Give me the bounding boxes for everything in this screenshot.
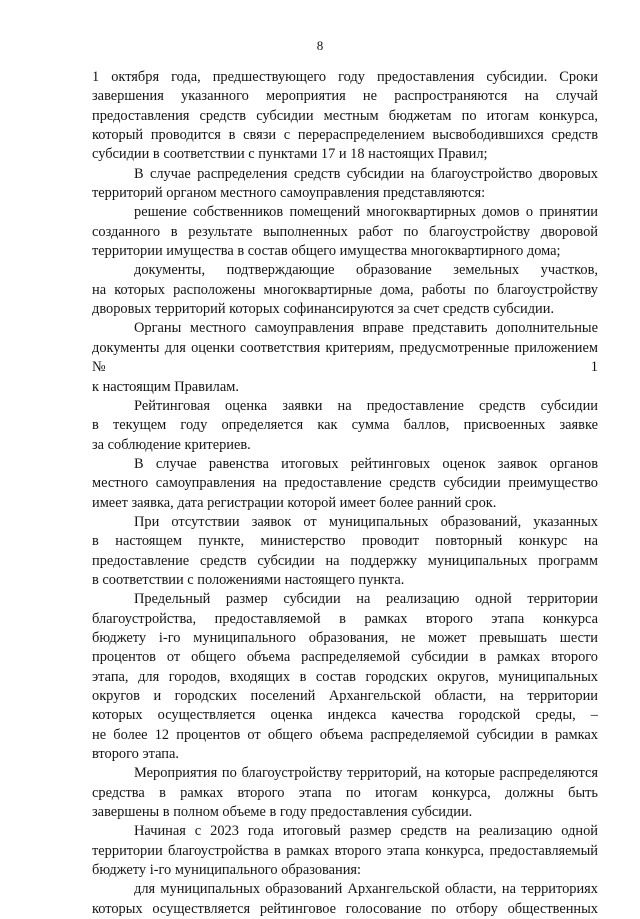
- text-line: для муниципальных образований Архангельской области, на территориях: [134, 881, 598, 898]
- paragraph: [92, 880, 598, 919]
- paragraph: [92, 513, 598, 590]
- text-line: документы для оценки соответствия критериям, предусмотренные приложением № 1: [92, 339, 598, 376]
- paragraph: [92, 455, 598, 513]
- text-line: дворовых территорий которых софинансируются за счет средств субсидии.: [92, 301, 555, 318]
- text-line: решение собственников помещений многоквартирных домов о принятии: [134, 204, 598, 221]
- text-line: благоустройства, предоставляемой в рамках второго этапа конкурса: [92, 610, 598, 627]
- text-line: завершены в полном объеме в году предоставления субсидии.: [92, 804, 473, 821]
- text-line: субсидии в соответствии с пунктами 17 и 18 настоящих Правил;: [92, 146, 488, 163]
- text-line: Предельный размер субсидии на реализацию одной территории: [134, 591, 598, 608]
- text-line: В случае распределения средств субсидии на благоустройство дворовых: [134, 165, 598, 182]
- text-line: к настоящим Правилам.: [92, 378, 239, 395]
- paragraph: [92, 764, 598, 822]
- text-line: При отсутствии заявок от муниципальных образований, указанных: [134, 513, 598, 530]
- text-line: В случае равенства итоговых рейтинговых оценок заявок органов: [134, 455, 598, 472]
- text-line: округов и городских поселений Архангельской области, на территории: [92, 688, 598, 704]
- text-line: Органы местного самоуправления вправе представить дополнительные: [134, 320, 598, 337]
- text-line: созданного в результате выполненных работ по благоустройству дворовой: [92, 223, 598, 240]
- text-line: территории имущества в состав общего имущества многоквартирного дома;: [92, 243, 561, 260]
- text-line: бюджету i-го муниципального образования:: [92, 862, 362, 879]
- paragraph: [92, 261, 598, 319]
- paragraph: [92, 590, 598, 764]
- paragraph: [92, 397, 598, 455]
- text-line: местного самоуправления на предоставление средств субсидии преимущество: [92, 475, 598, 492]
- text-line: документы, подтверждающие образование земельных участков,: [134, 262, 598, 279]
- paragraph: [92, 822, 598, 880]
- body-text: [92, 68, 598, 919]
- text-line: процентов от общего объема распределяемой субсидии в рамках второго: [92, 649, 598, 666]
- text-line: не более 12 процентов от общего объема распределяемой субсидии в рамках: [92, 726, 598, 743]
- text-line: предоставление средств субсидии на поддержку муниципальных программ: [92, 552, 598, 569]
- text-line: территории благоустройства в рамках второго этапа конкурса, предоставляемый: [92, 842, 598, 859]
- text-line: Начиная с 2023 года итоговый размер средств на реализацию одной: [134, 823, 598, 840]
- paragraph: [92, 203, 598, 261]
- text-line: в настоящем пункте, министерство проводит повторный конкурс на: [92, 533, 598, 550]
- text-line: Мероприятия по благоустройству территорий, на которые распределяются: [134, 765, 598, 782]
- page-number: 8: [316, 38, 324, 53]
- text-line: этапа, для городов, входящих в состав городских округов, муниципальных: [92, 668, 598, 685]
- paragraph: [92, 319, 598, 396]
- text-line: за соблюдение критериев.: [92, 436, 251, 453]
- text-line: в соответствии с положениями настоящего пункта.: [92, 571, 405, 588]
- paragraph: [92, 165, 598, 204]
- text-line: территорий органом местного самоуправления представляются:: [92, 185, 486, 202]
- text-line: второго этапа.: [92, 746, 179, 763]
- text-line: в текущем году определяется как сумма баллов, присвоенных заявке: [92, 417, 598, 434]
- text-line: завершения указанного мероприятия не распространяются на случай: [92, 88, 598, 105]
- text-line: имеет заявка, дата регистрации которой имеет более ранний срок.: [92, 494, 497, 511]
- text-line: предоставления средств субсидии местным бюджетам по итогам конкурса,: [92, 107, 598, 124]
- text-line: которых осуществляется рейтинговое голосование по отбору общественных: [92, 900, 598, 917]
- text-line: на которых расположены многоквартирные дома, работы по благоустройству: [92, 281, 598, 298]
- text-line: бюджету i-го муниципального образования, не может превышать шести: [92, 629, 598, 646]
- text-line: средства в рамках второго этапа по итогам конкурса, должны быть: [92, 784, 598, 801]
- text-line: 1 октября года, предшествующего году предоставления субсидии. Сроки: [92, 69, 598, 85]
- text-line: Рейтинговая оценка заявки на предоставление средств субсидии: [134, 397, 598, 414]
- text-line: которых осуществляется оценка индекса качества городской среды, –: [92, 707, 598, 724]
- text-line: который проводится в связи с перераспределением высвободившихся средств: [92, 127, 598, 144]
- paragraph: [92, 68, 598, 165]
